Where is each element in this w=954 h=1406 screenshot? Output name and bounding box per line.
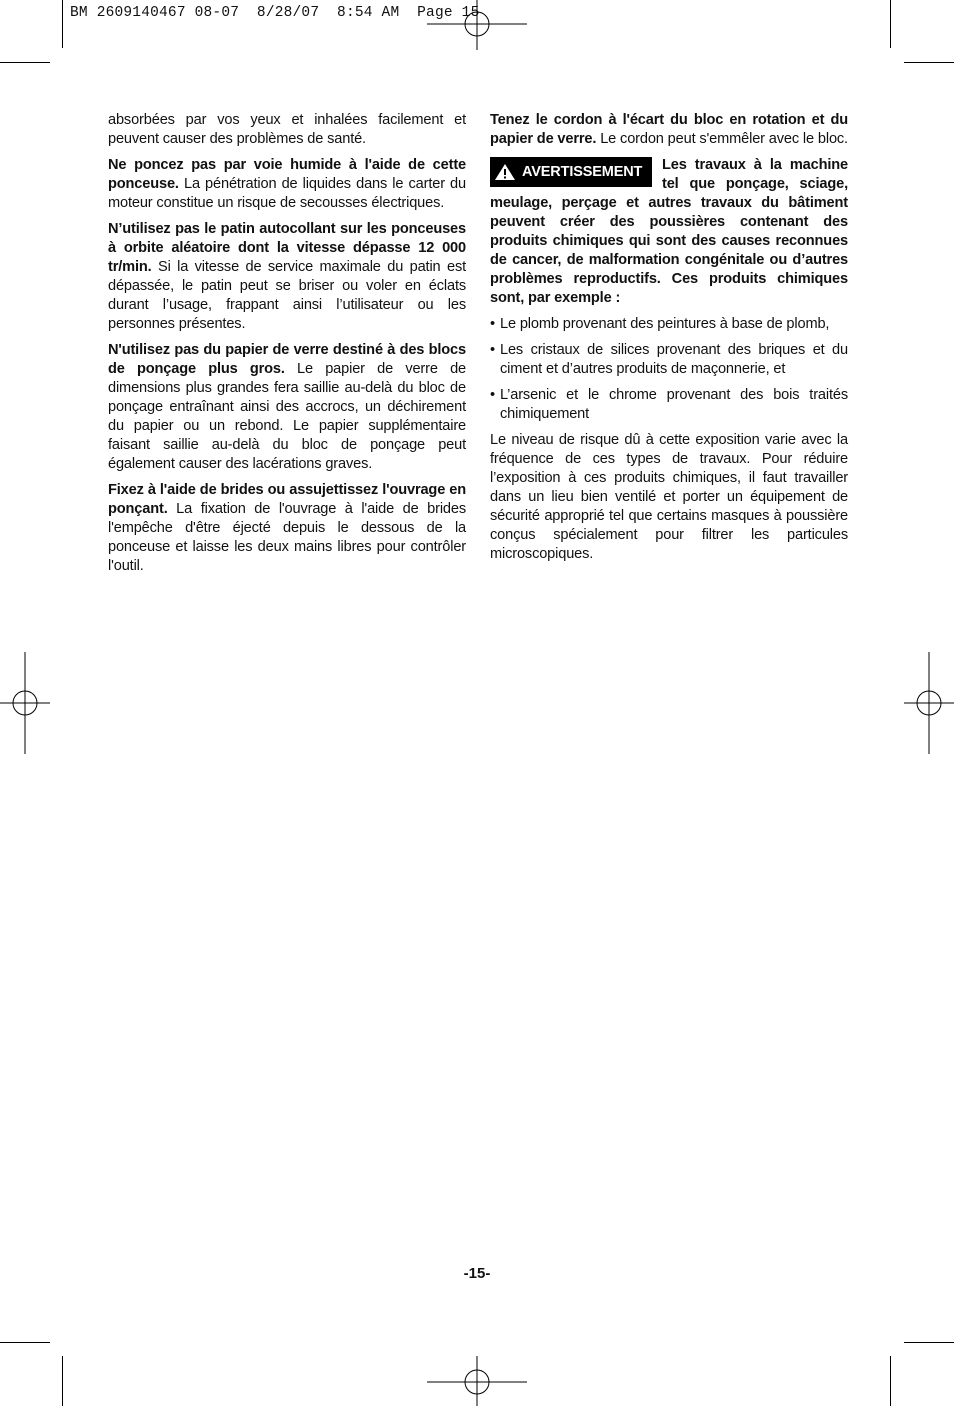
crop-mark <box>890 1356 891 1406</box>
paragraph-sandpaper-size: N'utilisez pas du papier de verre destiné à des blocs de ponçage plus gros. Le papier de verre de dimensions plus grandes fera saillie au-delà du bloc de ponçage entraînant ainsi des accrocs, un déchirement du papier ou un rebond. Le papier supplémentaire faisant saillie au-delà du bloc de ponçage peut également causer des lacérations graves. <box>108 342 466 472</box>
bullet-icon: • <box>490 387 495 403</box>
crop-mark <box>890 0 891 48</box>
registration-mark-icon <box>427 0 527 50</box>
warning-block <box>490 156 848 308</box>
bullet-icon: • <box>490 316 495 332</box>
right-column <box>490 111 848 571</box>
list-item: • Les cristaux de silices provenant des briques et du ciment et d’autres produits de maçonnerie, et <box>490 342 848 377</box>
bullet-icon: • <box>490 342 495 358</box>
paragraph-adhesive-pad: N’utilisez pas le patin autocollant sur les ponceuses à orbite aléatoire dont la vitesse dépasse 12 000 tr/min. Si la vitesse de service maximale du patin est dépassée, le patin peut se briser ou voler en éclats durant l’usage, frappant ainsi l’utilisateur ou les personnes présentes. <box>108 221 466 332</box>
warning-text: Les travaux à la machine tel que ponçage, sciage, meulage, perçage et autres travaux du bâtiment peuvent créer des poussières contenant des produits chimiques qui sont des causes reconnues de cancer, de malformation congénitale ou d’autres problèmes reproductifs. Ces produits chimiques sont, par exemple : <box>490 157 848 306</box>
paragraph-cord-away: Tenez le cordon à l'écart du bloc en rotation et du papier de verre. Le cordon peut s'emmêler avec le bloc. <box>490 112 848 147</box>
crop-mark <box>904 1342 954 1343</box>
left-column <box>108 111 466 583</box>
crop-mark <box>0 1342 50 1343</box>
warning-badge <box>490 157 652 187</box>
page-number: -15- <box>463 1265 491 1282</box>
registration-mark-icon <box>0 652 50 754</box>
crop-mark <box>904 62 954 63</box>
paragraph-clamp-workpiece: Fixez à l'aide de brides ou assujettissez l'ouvrage en ponçant. La fixation de l'ouvrage à l'aide de brides l'empêche d'être éjecté depuis le dessous de la ponceuse et laisse les deux mains libres pour contrôler l'outil. <box>108 482 466 574</box>
paragraph-eye-health: absorbées par vos yeux et inhalées facilement et peuvent causer des problèmes de santé. <box>108 112 466 147</box>
warning-triangle-icon <box>494 163 516 181</box>
registration-mark-icon <box>427 1356 527 1406</box>
crop-mark <box>62 1356 63 1406</box>
paragraph-exposure-risk: Le niveau de risque dû à cette exposition varie avec la fréquence de ces types de travaux. Pour réduire l’exposition à ces produits chimiques, il faut travailler dans un lieu bien ventilé et porter un équipement de sécurité approprié tel que certains masques à poussière conçus spécialement pour filtrer les particules microscopiques. <box>490 432 848 562</box>
printer-slug: BM 2609140467 08-07 8/28/07 8:54 AM Page 15 <box>70 5 480 21</box>
crop-mark <box>62 0 63 48</box>
crop-mark <box>0 62 50 63</box>
registration-mark-icon <box>904 652 954 754</box>
paragraph-no-wet-sanding: Ne poncez pas par voie humide à l'aide de cette ponceuse. La pénétration de liquides dans le carter du moteur constitue un risque de secousses électriques. <box>108 157 466 211</box>
list-item: • Le plomb provenant des peintures à base de plomb, <box>490 316 830 332</box>
list-item: • L’arsenic et le chrome provenant des bois traités chimiquement <box>490 387 848 422</box>
warning-label: AVERTISSEMENT <box>522 164 643 180</box>
